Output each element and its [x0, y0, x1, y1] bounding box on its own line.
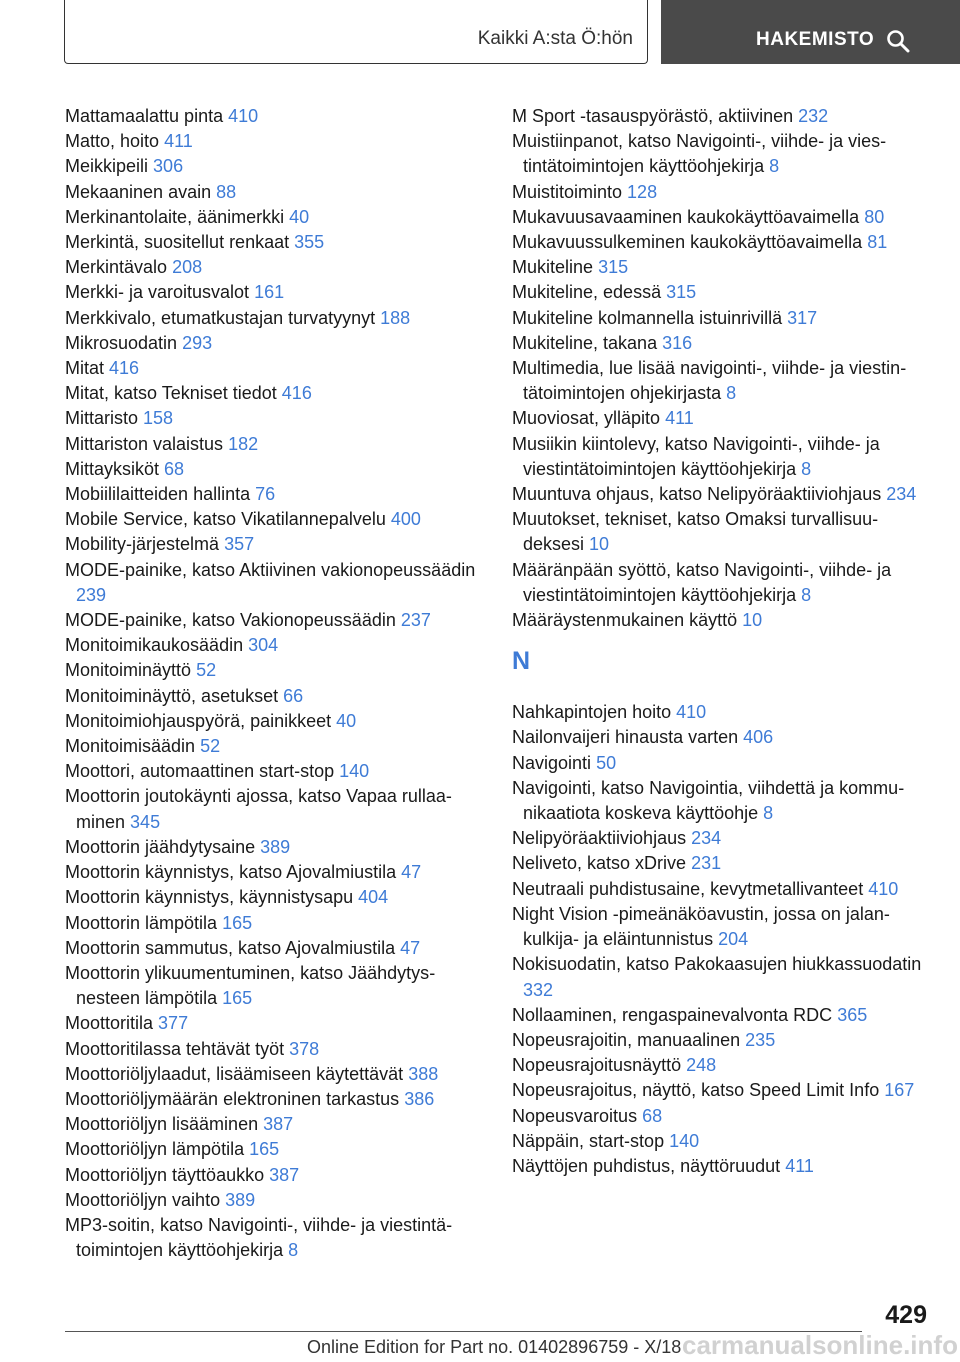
page-link[interactable]: 304 — [248, 635, 279, 656]
index-entry — [65, 1011, 485, 1036]
index-entry-text: Monitoiminäyttö, asetukset — [65, 685, 279, 706]
index-entry — [65, 1163, 485, 1188]
index-entry — [65, 835, 485, 860]
index-entry-text: Mukavuussulkeminen kaukokäyttöavaimella — [512, 232, 863, 253]
index-entry-text: Mikrosuodatin — [65, 332, 178, 353]
index-entry-text: Mittaristo — [65, 408, 139, 429]
index-entry-text: Neutraali puhdistusaine, kevytmetallivanteet — [512, 878, 864, 899]
index-entry — [512, 826, 932, 851]
index-entry-text: Merkintä, suositellut renkaat — [65, 232, 290, 253]
tab-a-to-o-label: Kaikki A:sta Ö:hön — [477, 28, 633, 49]
index-entry — [512, 725, 932, 750]
index-entry-text: Määräystenmukainen käyttö — [512, 610, 738, 631]
page-link[interactable]: 8 — [726, 383, 737, 404]
index-entry-text: Musiikin kiintolevy, katso Navigointi-, viihde- ja viestintätoimintojen käyttöohjekirja — [512, 433, 880, 479]
section-letter: N — [512, 647, 531, 676]
index-entry-text: Moottoriöljylaadut, lisäämiseen käytettävät — [65, 1063, 404, 1084]
index-entry — [512, 406, 932, 431]
page-link[interactable]: 165 — [222, 988, 253, 1009]
index-entry-text: Merkinantolaite, äänimerkki — [65, 206, 285, 227]
index-entry — [65, 432, 485, 457]
page-link[interactable]: 239 — [76, 584, 107, 605]
index-entry-text: Muistiinpanot, katso Navigointi-, viihde- ja viestintätoimintojen käyttöohjekirja — [512, 131, 887, 177]
index-entry — [65, 180, 485, 205]
index-entry — [512, 1129, 932, 1154]
page-link[interactable]: 8 — [769, 156, 780, 177]
page-link[interactable]: 208 — [172, 257, 203, 278]
index-entry-text: MODE-painike, katso Vakionopeussäädin — [65, 610, 396, 631]
page-link[interactable]: 128 — [627, 181, 658, 202]
index-entry-text: Navigointi — [512, 752, 592, 773]
index-entry-text: Näyttöjen puhdistus, näyttöruudut — [512, 1155, 781, 1176]
page-link[interactable]: 389 — [225, 1189, 256, 1210]
index-entry — [65, 381, 485, 406]
index-entry-text: Moottoritilassa tehtävät työt — [65, 1038, 285, 1059]
page-link[interactable]: 10 — [589, 534, 610, 555]
index-entry-text: Määränpään syöttö, katso Navigointi-, viihde- ja viestintätoimintojen käyttöohjekirja — [512, 559, 892, 605]
index-entry-text: MP3-soitin, katso Navigointi-, viihde- ja viestintätoimintojen käyttöohjekirja — [65, 1214, 453, 1261]
page-link[interactable]: 8 — [288, 1240, 299, 1261]
page-link[interactable]: 315 — [598, 257, 629, 278]
index-entry-text: Muuntuva ohjaus, katso Nelipyöräaktiiviohjaus — [512, 484, 882, 505]
index-entry-text: Muoviosat, ylläpito — [512, 408, 661, 429]
index-entry — [65, 255, 485, 280]
index-entry-text: Navigointi, katso Navigointia, viihdettä ja kommunikaatiota koskeva käyttöohje — [512, 777, 905, 824]
watermark: carmanualsonline.info — [682, 1330, 958, 1360]
index-entry — [512, 1104, 932, 1129]
page-link[interactable]: 416 — [109, 358, 140, 379]
page-link[interactable]: 410 — [868, 878, 899, 899]
index-entry-text: Monitoiminäyttö — [65, 660, 192, 681]
index-entry-text: Mittayksiköt — [65, 458, 160, 479]
page-link[interactable]: 387 — [263, 1114, 294, 1135]
page-link[interactable]: 188 — [380, 307, 411, 328]
tab-index[interactable] — [661, 0, 960, 64]
index-entry — [512, 104, 932, 129]
index-entry-text: Monitoimikaukosäädin — [65, 635, 244, 656]
index-entry — [65, 1062, 485, 1087]
page-link[interactable]: 40 — [289, 206, 310, 227]
page-link[interactable]: 416 — [281, 383, 312, 404]
index-entry — [65, 885, 485, 910]
index-entry — [65, 961, 485, 1011]
page-link[interactable]: 332 — [523, 979, 554, 1000]
page-link[interactable]: 406 — [743, 727, 774, 748]
index-entry-text: Multimedia, lue lisää navigointi-, viihde- ja viestintätoimintojen ohjekirjasta — [512, 358, 907, 404]
index-entry-text: Merkki- ja varoitusvalot — [65, 282, 250, 303]
index-entry-text: Moottoriöljymäärän elektroninen tarkastus — [65, 1088, 400, 1109]
page-link[interactable]: 345 — [130, 811, 161, 832]
index-entry-text: Moottoriöljyn täyttöaukko — [65, 1164, 265, 1185]
index-entry — [512, 356, 932, 406]
page-link[interactable]: 8 — [801, 584, 812, 605]
page-link[interactable]: 378 — [289, 1038, 320, 1059]
index-entry — [512, 306, 932, 331]
index-entry — [512, 851, 932, 876]
index-entry — [65, 507, 485, 532]
index-entry — [512, 700, 932, 725]
index-entry — [512, 1154, 932, 1179]
index-entry — [512, 331, 932, 356]
index-entry — [65, 658, 485, 683]
page-link[interactable]: 68 — [164, 458, 185, 479]
page-link[interactable]: 50 — [596, 752, 617, 773]
edition-text: Online Edition for Part no. 01402896759 - X/18 — [307, 1337, 682, 1357]
index-entry-text: Moottoriöljyn lisääminen — [65, 1114, 259, 1135]
index-entry-text: M Sport -tasauspyörästö, aktiivinen — [512, 106, 794, 126]
index-entry — [65, 734, 485, 759]
page-link[interactable]: 317 — [787, 307, 818, 328]
index-entry — [65, 1112, 485, 1137]
index-entry — [65, 1037, 485, 1062]
page-link[interactable]: 52 — [200, 736, 221, 757]
page-link[interactable]: 388 — [408, 1063, 439, 1084]
index-entry-text: Matto, hoito — [65, 131, 160, 152]
index-entry-text: Mattamaalattu pinta — [65, 106, 224, 126]
page-link[interactable]: 387 — [269, 1164, 300, 1185]
index-entry — [65, 205, 485, 230]
page-link[interactable]: 76 — [255, 484, 276, 505]
page-link[interactable]: 411 — [785, 1155, 814, 1176]
index-entry — [65, 129, 485, 154]
index-entry — [65, 154, 485, 179]
index-entry-text: Mobiililaitteiden hallinta — [65, 484, 251, 505]
index-entry — [65, 230, 485, 255]
page-link[interactable]: 182 — [228, 433, 259, 454]
index-column-left — [65, 104, 485, 1263]
index-entry-text: Mobility-järjestelmä — [65, 534, 220, 555]
page-link[interactable]: 10 — [742, 610, 763, 631]
index-entry — [512, 952, 932, 1002]
index-entry-text: Moottoriöljyn lämpötila — [65, 1139, 245, 1160]
index-entry-text: Mukiteline kolmannella istuinrivillä — [512, 307, 783, 328]
page-link[interactable]: 389 — [260, 836, 291, 857]
page-link[interactable]: 231 — [691, 853, 722, 874]
index-entry-text: Moottorin käynnistys, katso Ajovalmiustila — [65, 862, 397, 883]
page-link[interactable]: 377 — [158, 1013, 189, 1034]
index-entry — [512, 877, 932, 902]
index-entry-text: Nokisuodatin, katso Pakokaasujen hiukkassuodatin — [512, 954, 922, 975]
page-link[interactable]: 204 — [718, 929, 749, 950]
page-link[interactable]: 411 — [164, 131, 193, 152]
index-entry — [512, 205, 932, 230]
index-entry-text: Nopeusrajoitus, näyttö, katso Speed Limit Info — [512, 1080, 880, 1101]
index-entry-text: Moottorin sammutus, katso Ajovalmiustila — [65, 937, 396, 958]
index-entry — [65, 936, 485, 961]
index-group-m — [512, 104, 932, 633]
index-entry — [65, 406, 485, 431]
page-link[interactable]: 237 — [400, 610, 431, 631]
index-entry — [512, 776, 932, 826]
page-link[interactable]: 68 — [642, 1105, 663, 1126]
index-entry-text: Mukavuusavaaminen kaukokäyttöavaimella — [512, 206, 860, 227]
page-link[interactable]: 140 — [669, 1130, 700, 1151]
page-link[interactable]: 355 — [294, 232, 325, 253]
index-entry — [65, 331, 485, 356]
page-link[interactable]: 386 — [404, 1088, 435, 1109]
index-entry-text: Nahkapintojen hoito — [512, 702, 672, 723]
page-link[interactable]: 404 — [358, 887, 389, 908]
index-entry-text: Nelipyöräaktiiviohjaus — [512, 828, 687, 849]
page-link[interactable]: 315 — [666, 282, 697, 303]
index-entry-text: Night Vision -pimeänäköavustin, jossa on jalankulkija- ja eläintunnistus — [512, 903, 890, 950]
index-entry — [512, 558, 932, 608]
index-entry-text: Mitat — [65, 358, 105, 379]
page-link[interactable]: 167 — [884, 1080, 915, 1101]
page-link[interactable]: 52 — [196, 660, 217, 681]
page-link[interactable]: 234 — [886, 484, 917, 505]
index-entry — [65, 482, 485, 507]
index-entry-text: Monitoimisäädin — [65, 736, 196, 757]
index-entry-text: Monitoimiohjauspyörä, painikkeet — [65, 710, 332, 731]
page-link[interactable]: 410 — [228, 106, 259, 126]
index-entry — [65, 1213, 485, 1263]
index-column-right — [512, 104, 932, 1179]
index-entry-text: Muistitoiminto — [512, 181, 623, 202]
index-entry — [512, 280, 932, 305]
page-link[interactable]: 81 — [867, 232, 888, 253]
index-entry-text: Mukiteline, edessä — [512, 282, 662, 303]
index-entry — [65, 1137, 485, 1162]
page-link[interactable]: 306 — [153, 156, 184, 177]
index-entry — [65, 356, 485, 381]
page-link[interactable]: 411 — [665, 408, 694, 429]
index-entry — [512, 902, 932, 952]
index-entry — [512, 751, 932, 776]
index-entry-text: Moottoritila — [65, 1013, 154, 1034]
page-link[interactable]: 165 — [222, 912, 253, 933]
index-entry — [65, 784, 485, 834]
index-entry — [512, 432, 932, 482]
index-entry-text: Moottorin joutokäynti ajossa, katso Vapaa rullaaminen — [65, 786, 452, 832]
page-link[interactable]: 165 — [249, 1139, 280, 1160]
page-link[interactable]: 316 — [662, 332, 693, 353]
index-entry — [512, 180, 932, 205]
index-entry — [65, 608, 485, 633]
page-link[interactable]: 400 — [390, 509, 421, 530]
header — [0, 0, 960, 66]
index-entry-text: Muutokset, tekniset, katso Omaksi turvallisuudeksesi — [512, 509, 879, 555]
index-entry-text: Mukiteline, takana — [512, 332, 658, 353]
index-entry — [65, 280, 485, 305]
index-entry-text: Merkkivalo, etumatkustajan turvatyynyt — [65, 307, 376, 328]
index-entry-text: Mittariston valaistus — [65, 433, 224, 454]
index-entry — [65, 104, 485, 129]
index-entry — [65, 1087, 485, 1112]
index-entry-text: Mobile Service, katso Vikatilannepalvelu — [65, 509, 386, 530]
index-entry — [512, 507, 932, 557]
page-link[interactable]: 80 — [864, 206, 885, 227]
index-entry-text: Moottorin käynnistys, käynnistysapu — [65, 887, 354, 908]
index-entry — [512, 255, 932, 280]
index-entry — [65, 911, 485, 936]
index-entry — [65, 306, 485, 331]
index-entry-text: Nopeusrajoitusnäyttö — [512, 1055, 682, 1076]
index-entry — [512, 1028, 932, 1053]
index-entry-text: Mitat, katso Tekniset tiedot — [65, 383, 277, 404]
page-link[interactable]: 88 — [216, 181, 237, 202]
index-entry-text: Moottori, automaattinen start-stop — [65, 761, 335, 782]
index-entry — [512, 230, 932, 255]
index-entry-text: Nopeusvaroitus — [512, 1105, 638, 1126]
index-entry — [512, 129, 932, 179]
index-entry — [512, 1003, 932, 1028]
tab-index-label: HAKEMISTO — [756, 29, 875, 50]
index-entry-text: Näppäin, start-stop — [512, 1130, 665, 1151]
index-entry-text: Moottorin lämpötila — [65, 912, 218, 933]
index-entry-text: Moottorin jäähdytysaine — [65, 836, 256, 857]
page-link[interactable]: 140 — [339, 761, 370, 782]
index-entry — [65, 684, 485, 709]
index-entry-text: Merkintävalo — [65, 257, 168, 278]
page-link[interactable]: 8 — [801, 458, 812, 479]
index-entry-text: Nopeusrajoitin, manuaalinen — [512, 1029, 741, 1050]
index-entry — [512, 482, 932, 507]
page-link[interactable]: 365 — [837, 1004, 868, 1025]
index-entry — [65, 709, 485, 734]
page-link[interactable]: 235 — [745, 1029, 776, 1050]
index-entry — [512, 1053, 932, 1078]
index-group-n — [512, 700, 932, 1179]
page-link[interactable]: 357 — [224, 534, 255, 555]
page-link[interactable]: 161 — [254, 282, 285, 303]
index-entry — [65, 532, 485, 557]
index-entry — [65, 457, 485, 482]
index-entry — [512, 1078, 932, 1103]
page-link[interactable]: 234 — [691, 828, 722, 849]
page-link[interactable]: 8 — [763, 803, 774, 824]
page-number: 429 — [885, 1301, 927, 1329]
page-link[interactable]: 248 — [686, 1055, 717, 1076]
index-entry-text: Meikkipeili — [65, 156, 149, 177]
search-icon[interactable] — [886, 29, 910, 53]
page-link[interactable]: 47 — [401, 862, 422, 883]
page-link[interactable]: 232 — [798, 106, 829, 126]
index-entry — [65, 1188, 485, 1213]
index-entry — [65, 558, 485, 608]
index-entry-text: Neliveto, katso xDrive — [512, 853, 687, 874]
index-entry-text: Moottoriöljyn vaihto — [65, 1189, 221, 1210]
index-entry — [512, 608, 932, 633]
index-entry — [65, 633, 485, 658]
index-entry-text: MODE-painike, katso Aktiivinen vakionopeussäädin — [65, 559, 476, 580]
index-entry-text: Nailonvaijeri hinausta varten — [512, 727, 739, 748]
page-link[interactable]: 47 — [400, 937, 421, 958]
page-link[interactable]: 410 — [676, 702, 707, 723]
index-entry-text: Mukiteline — [512, 257, 594, 278]
tab-a-to-o[interactable] — [64, 0, 648, 64]
page-link[interactable]: 293 — [182, 332, 213, 353]
page-link[interactable]: 66 — [283, 685, 304, 706]
page-link[interactable]: 40 — [336, 710, 357, 731]
index-entry — [65, 759, 485, 784]
index-entry-text: Mekaaninen avain — [65, 181, 212, 202]
index-entry-text: Nollaaminen, rengaspainevalvonta RDC — [512, 1004, 833, 1025]
index-entry — [65, 860, 485, 885]
index-entry-text: Moottorin ylikuumentuminen, katso Jäähdytysnesteen lämpötila — [65, 962, 436, 1009]
page-link[interactable]: 158 — [143, 408, 174, 429]
